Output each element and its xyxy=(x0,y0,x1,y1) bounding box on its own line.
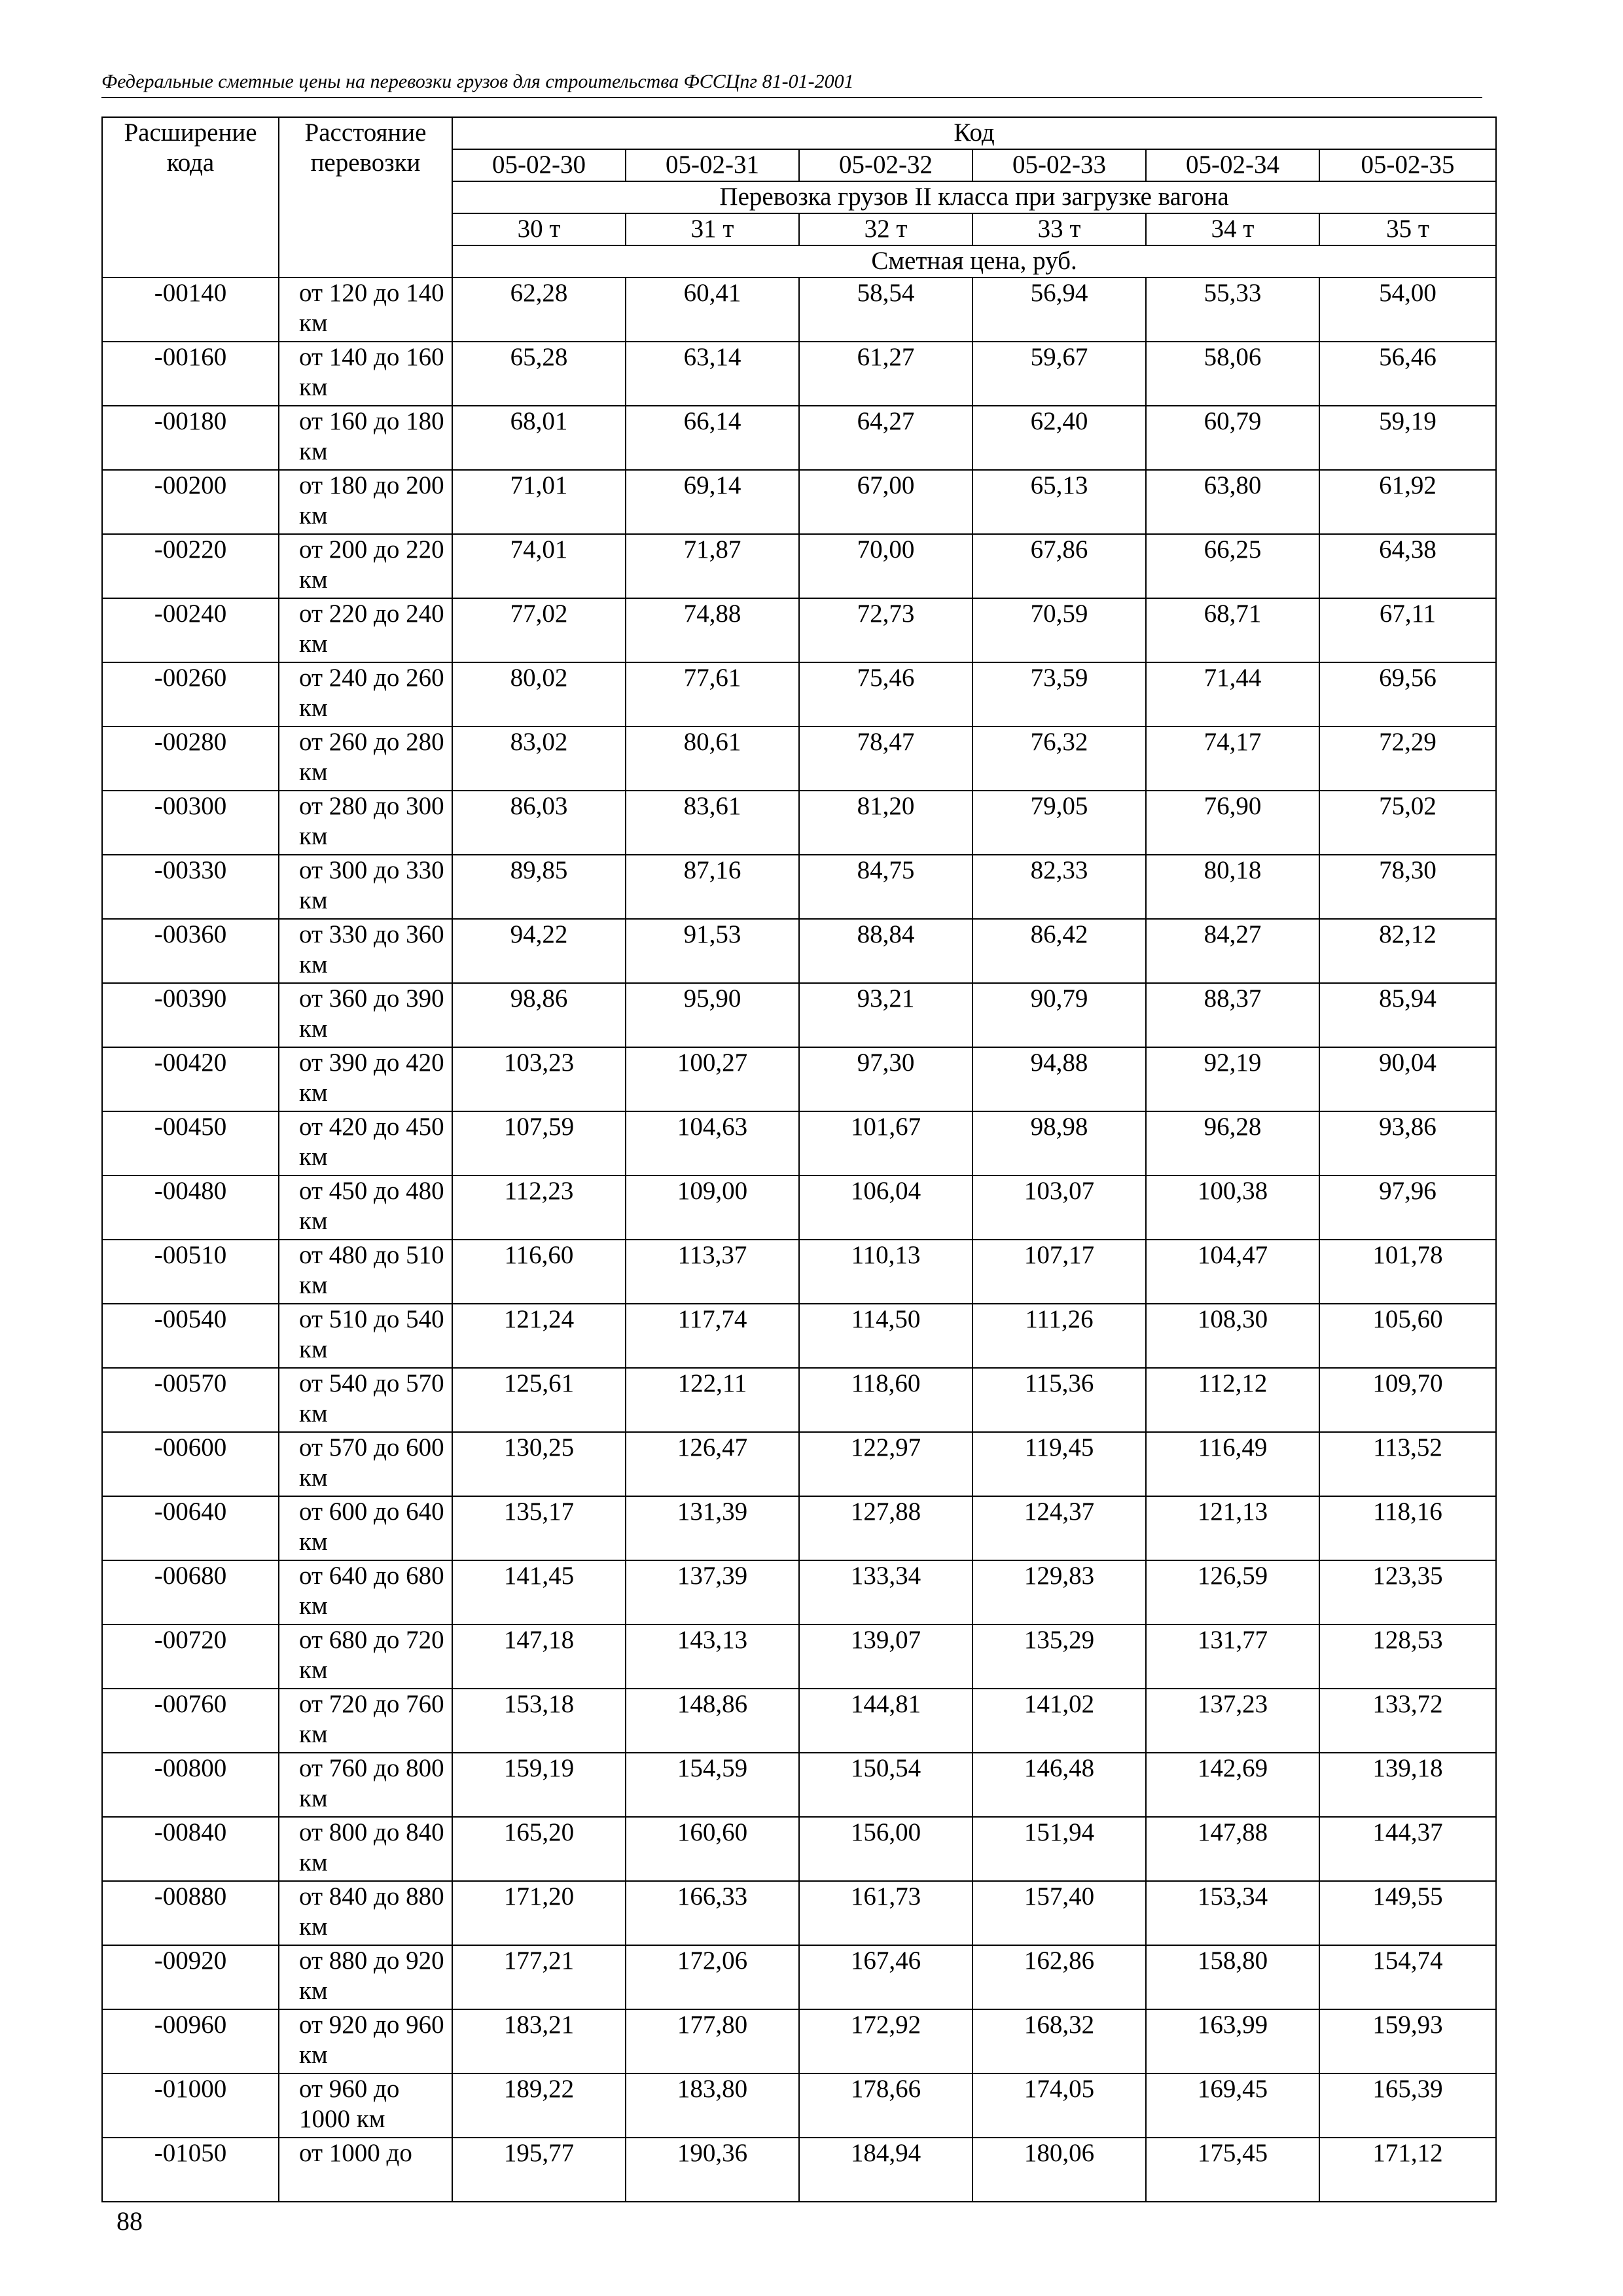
price-cell: 63,14 xyxy=(626,342,799,406)
table-row xyxy=(102,791,1496,855)
price-cell: 107,59 xyxy=(452,1111,626,1175)
price-cell: 116,60 xyxy=(452,1240,626,1304)
price-cell: 90,04 xyxy=(1319,1047,1496,1111)
code-extension-cell: -00640 xyxy=(102,1496,279,1560)
price-cell: 137,39 xyxy=(626,1560,799,1624)
price-cell: 156,00 xyxy=(799,1817,972,1881)
price-cell: 139,07 xyxy=(799,1624,972,1689)
page-number: 88 xyxy=(116,2206,143,2236)
rates-table xyxy=(101,117,1497,2202)
distance-cell: от 300 до 330 км xyxy=(279,855,452,919)
distance-cell: от 760 до 800 км xyxy=(279,1753,452,1817)
distance-cell: от 600 до 640 км xyxy=(279,1496,452,1560)
code-extension-cell: -00450 xyxy=(102,1111,279,1175)
price-cell: 72,73 xyxy=(799,598,972,662)
price-cell: 55,33 xyxy=(1146,278,1319,342)
price-cell: 75,02 xyxy=(1319,791,1496,855)
price-cell: 154,59 xyxy=(626,1753,799,1817)
code-extension-cell: -00960 xyxy=(102,2009,279,2073)
price-cell: 113,52 xyxy=(1319,1432,1496,1496)
price-cell: 139,18 xyxy=(1319,1753,1496,1817)
price-cell: 166,33 xyxy=(626,1881,799,1945)
code-cell: 05-02-32 xyxy=(799,149,972,181)
distance-cell: от 960 до 1000 км xyxy=(279,2073,452,2138)
price-cell: 56,94 xyxy=(972,278,1146,342)
price-cell: 70,59 xyxy=(972,598,1146,662)
price-cell: 104,63 xyxy=(626,1111,799,1175)
price-cell: 62,28 xyxy=(452,278,626,342)
code-extension-cell: -00510 xyxy=(102,1240,279,1304)
price-cell: 77,02 xyxy=(452,598,626,662)
price-cell: 115,36 xyxy=(972,1368,1146,1432)
code-extension-cell: -00680 xyxy=(102,1560,279,1624)
price-cell: 116,49 xyxy=(1146,1432,1319,1496)
price-cell: 169,45 xyxy=(1146,2073,1319,2138)
price-cell: 75,46 xyxy=(799,662,972,726)
table-row xyxy=(102,1624,1496,1689)
table-row xyxy=(102,1560,1496,1624)
table-row xyxy=(102,1881,1496,1945)
price-cell: 67,11 xyxy=(1319,598,1496,662)
price-cell: 117,74 xyxy=(626,1304,799,1368)
price-cell: 137,23 xyxy=(1146,1689,1319,1753)
table-row xyxy=(102,1432,1496,1496)
price-cell: 183,21 xyxy=(452,2009,626,2073)
price-cell: 160,60 xyxy=(626,1817,799,1881)
distance-cell: от 140 до 160 км xyxy=(279,342,452,406)
price-cell: 141,02 xyxy=(972,1689,1146,1753)
code-extension-cell: -00800 xyxy=(102,1753,279,1817)
price-cell: 165,39 xyxy=(1319,2073,1496,2138)
code-extension-cell: -01050 xyxy=(102,2138,279,2202)
distance-cell: от 540 до 570 км xyxy=(279,1368,452,1432)
price-cell: 74,01 xyxy=(452,534,626,598)
code-extension-cell: -00570 xyxy=(102,1368,279,1432)
price-cell: 143,13 xyxy=(626,1624,799,1689)
code-extension-cell: -00300 xyxy=(102,791,279,855)
code-extension-cell: -00200 xyxy=(102,470,279,534)
table-row xyxy=(102,1817,1496,1881)
price-cell: 165,20 xyxy=(452,1817,626,1881)
table-row xyxy=(102,983,1496,1047)
price-cell: 60,79 xyxy=(1146,406,1319,470)
price-cell: 177,21 xyxy=(452,1945,626,2009)
price-cell: 95,90 xyxy=(626,983,799,1047)
price-cell: 154,74 xyxy=(1319,1945,1496,2009)
price-cell: 144,37 xyxy=(1319,1817,1496,1881)
price-cell: 76,32 xyxy=(972,726,1146,791)
price-cell: 67,00 xyxy=(799,470,972,534)
price-cell: 103,07 xyxy=(972,1175,1146,1240)
code-extension-cell: -00720 xyxy=(102,1624,279,1689)
price-cell: 94,88 xyxy=(972,1047,1146,1111)
price-cell: 71,87 xyxy=(626,534,799,598)
table-row xyxy=(102,1945,1496,2009)
price-cell: 163,99 xyxy=(1146,2009,1319,2073)
price-cell: 92,19 xyxy=(1146,1047,1319,1111)
price-cell: 73,59 xyxy=(972,662,1146,726)
code-extension-cell: -00540 xyxy=(102,1304,279,1368)
price-cell: 112,23 xyxy=(452,1175,626,1240)
price-cell: 78,30 xyxy=(1319,855,1496,919)
price-cell: 105,60 xyxy=(1319,1304,1496,1368)
price-cell: 151,94 xyxy=(972,1817,1146,1881)
price-cell: 97,30 xyxy=(799,1047,972,1111)
code-cell: 05-02-33 xyxy=(972,149,1146,181)
distance-cell: от 360 до 390 км xyxy=(279,983,452,1047)
price-cell: 108,30 xyxy=(1146,1304,1319,1368)
price-cell: 111,26 xyxy=(972,1304,1146,1368)
price-cell: 144,81 xyxy=(799,1689,972,1753)
price-cell: 69,14 xyxy=(626,470,799,534)
table-row xyxy=(102,1047,1496,1111)
code-extension-cell: -00920 xyxy=(102,1945,279,2009)
distance-cell: от 180 до 200 км xyxy=(279,470,452,534)
table-row xyxy=(102,406,1496,470)
table-row xyxy=(102,534,1496,598)
code-extension-cell: -00220 xyxy=(102,534,279,598)
distance-cell: от 450 до 480 км xyxy=(279,1175,452,1240)
price-cell: 172,92 xyxy=(799,2009,972,2073)
price-cell: 131,77 xyxy=(1146,1624,1319,1689)
distance-cell: от 570 до 600 км xyxy=(279,1432,452,1496)
price-cell: 133,72 xyxy=(1319,1689,1496,1753)
load-cell: 32 т xyxy=(799,213,972,245)
distance-cell: от 280 до 300 км xyxy=(279,791,452,855)
price-cell: 96,28 xyxy=(1146,1111,1319,1175)
distance-cell: от 920 до 960 км xyxy=(279,2009,452,2073)
price-cell: 70,00 xyxy=(799,534,972,598)
price-cell: 86,03 xyxy=(452,791,626,855)
price-cell: 107,17 xyxy=(972,1240,1146,1304)
price-cell: 157,40 xyxy=(972,1881,1146,1945)
price-cell: 61,92 xyxy=(1319,470,1496,534)
price-cell: 94,22 xyxy=(452,919,626,983)
code-cell: 05-02-31 xyxy=(626,149,799,181)
price-cell: 131,39 xyxy=(626,1496,799,1560)
price-cell: 161,73 xyxy=(799,1881,972,1945)
distance-cell: от 160 до 180 км xyxy=(279,406,452,470)
price-cell: 58,06 xyxy=(1146,342,1319,406)
table-row xyxy=(102,855,1496,919)
price-cell: 61,27 xyxy=(799,342,972,406)
price-cell: 171,12 xyxy=(1319,2138,1496,2202)
distance-cell: от 240 до 260 км xyxy=(279,662,452,726)
price-cell: 122,97 xyxy=(799,1432,972,1496)
price-cell: 124,37 xyxy=(972,1496,1146,1560)
distance-cell: от 640 до 680 км xyxy=(279,1560,452,1624)
price-cell: 174,05 xyxy=(972,2073,1146,2138)
table-row xyxy=(102,1111,1496,1175)
price-cell: 98,98 xyxy=(972,1111,1146,1175)
table-row xyxy=(102,470,1496,534)
price-cell: 89,85 xyxy=(452,855,626,919)
price-cell: 64,38 xyxy=(1319,534,1496,598)
price-cell: 149,55 xyxy=(1319,1881,1496,1945)
table-row xyxy=(102,726,1496,791)
code-extension-cell: -00390 xyxy=(102,983,279,1047)
table-row xyxy=(102,1753,1496,1817)
price-cell: 148,86 xyxy=(626,1689,799,1753)
code-extension-cell: -01000 xyxy=(102,2073,279,2138)
price-cell: 122,11 xyxy=(626,1368,799,1432)
distance-cell: от 1000 до xyxy=(279,2138,452,2202)
price-cell: 84,75 xyxy=(799,855,972,919)
table-row xyxy=(102,2073,1496,2138)
price-cell: 59,67 xyxy=(972,342,1146,406)
price-cell: 65,13 xyxy=(972,470,1146,534)
price-cell: 59,19 xyxy=(1319,406,1496,470)
price-cell: 65,28 xyxy=(452,342,626,406)
price-cell: 66,14 xyxy=(626,406,799,470)
price-cell: 175,45 xyxy=(1146,2138,1319,2202)
price-cell: 109,70 xyxy=(1319,1368,1496,1432)
price-cell: 80,02 xyxy=(452,662,626,726)
code-extension-cell: -00600 xyxy=(102,1432,279,1496)
table-row xyxy=(102,1175,1496,1240)
code-extension-cell: -00180 xyxy=(102,406,279,470)
distance-cell: от 200 до 220 км xyxy=(279,534,452,598)
distance-cell: от 420 до 450 км xyxy=(279,1111,452,1175)
price-cell: 69,56 xyxy=(1319,662,1496,726)
price-cell: 127,88 xyxy=(799,1496,972,1560)
price-cell: 162,86 xyxy=(972,1945,1146,2009)
table-body xyxy=(102,278,1496,2202)
price-cell: 167,46 xyxy=(799,1945,972,2009)
price-cell: 135,17 xyxy=(452,1496,626,1560)
price-cell: 178,66 xyxy=(799,2073,972,2138)
price-cell: 97,96 xyxy=(1319,1175,1496,1240)
price-cell: 153,18 xyxy=(452,1689,626,1753)
table-row xyxy=(102,2009,1496,2073)
price-cell: 147,18 xyxy=(452,1624,626,1689)
code-extension-cell: -00140 xyxy=(102,278,279,342)
price-cell: 82,33 xyxy=(972,855,1146,919)
price-cell: 101,67 xyxy=(799,1111,972,1175)
price-cell: 129,83 xyxy=(972,1560,1146,1624)
table-row xyxy=(102,2138,1496,2202)
table-row xyxy=(102,919,1496,983)
distance-cell: от 220 до 240 км xyxy=(279,598,452,662)
distance-cell: от 880 до 920 км xyxy=(279,1945,452,2009)
code-header: Код xyxy=(452,117,1496,149)
table-row xyxy=(102,1368,1496,1432)
load-cell: 33 т xyxy=(972,213,1146,245)
table-row xyxy=(102,662,1496,726)
distance-cell: от 260 до 280 км xyxy=(279,726,452,791)
price-cell: 172,06 xyxy=(626,1945,799,2009)
code-extension-cell: -00260 xyxy=(102,662,279,726)
price-cell: 133,34 xyxy=(799,1560,972,1624)
price-cell: 121,13 xyxy=(1146,1496,1319,1560)
distance-cell: от 840 до 880 км xyxy=(279,1881,452,1945)
price-cell: 93,86 xyxy=(1319,1111,1496,1175)
price-cell: 147,88 xyxy=(1146,1817,1319,1881)
price-cell: 62,40 xyxy=(972,406,1146,470)
distance-cell: от 480 до 510 км xyxy=(279,1240,452,1304)
price-cell: 83,61 xyxy=(626,791,799,855)
code-cell: 05-02-35 xyxy=(1319,149,1496,181)
price-cell: 121,24 xyxy=(452,1304,626,1368)
distance-cell: от 680 до 720 км xyxy=(279,1624,452,1689)
load-cell: 35 т xyxy=(1319,213,1496,245)
code-extension-cell: -00840 xyxy=(102,1817,279,1881)
price-cell: 90,79 xyxy=(972,983,1146,1047)
code-extension-cell: -00880 xyxy=(102,1881,279,1945)
code-extension-cell: -00480 xyxy=(102,1175,279,1240)
price-cell: 177,80 xyxy=(626,2009,799,2073)
page-header xyxy=(101,71,1482,98)
price-cell: 180,06 xyxy=(972,2138,1146,2202)
price-cell: 80,18 xyxy=(1146,855,1319,919)
price-cell: 67,86 xyxy=(972,534,1146,598)
price-cell: 118,16 xyxy=(1319,1496,1496,1560)
price-cell: 60,41 xyxy=(626,278,799,342)
code-cell: 05-02-34 xyxy=(1146,149,1319,181)
price-cell: 88,37 xyxy=(1146,983,1319,1047)
price-cell: 125,61 xyxy=(452,1368,626,1432)
price-cell: 81,20 xyxy=(799,791,972,855)
load-cell: 34 т xyxy=(1146,213,1319,245)
price-cell: 130,25 xyxy=(452,1432,626,1496)
price-cell: 126,47 xyxy=(626,1432,799,1496)
code-extension-cell: -00360 xyxy=(102,919,279,983)
price-cell: 126,59 xyxy=(1146,1560,1319,1624)
price-cell: 158,80 xyxy=(1146,1945,1319,2009)
price-cell: 76,90 xyxy=(1146,791,1319,855)
price-cell: 101,78 xyxy=(1319,1240,1496,1304)
price-cell: 110,13 xyxy=(799,1240,972,1304)
code-extension-cell: -00760 xyxy=(102,1689,279,1753)
table-row xyxy=(102,342,1496,406)
price-cell: 79,05 xyxy=(972,791,1146,855)
code-extension-cell: -00240 xyxy=(102,598,279,662)
distance-cell: от 120 до 140 км xyxy=(279,278,452,342)
price-cell: 189,22 xyxy=(452,2073,626,2138)
price-cell: 87,16 xyxy=(626,855,799,919)
price-cell: 63,80 xyxy=(1146,470,1319,534)
price-cell: 135,29 xyxy=(972,1624,1146,1689)
load-cell: 30 т xyxy=(452,213,626,245)
distance-cell: от 720 до 760 км xyxy=(279,1689,452,1753)
price-cell: 74,17 xyxy=(1146,726,1319,791)
price-cell: 78,47 xyxy=(799,726,972,791)
price-cell: 104,47 xyxy=(1146,1240,1319,1304)
price-cell: 74,88 xyxy=(626,598,799,662)
price-cell: 88,84 xyxy=(799,919,972,983)
price-cell: 184,94 xyxy=(799,2138,972,2202)
distance-cell: от 800 до 840 км xyxy=(279,1817,452,1881)
price-cell: 106,04 xyxy=(799,1175,972,1240)
distance-cell: от 330 до 360 км xyxy=(279,919,452,983)
price-cell: 86,42 xyxy=(972,919,1146,983)
price-cell: 93,21 xyxy=(799,983,972,1047)
price-cell: 54,00 xyxy=(1319,278,1496,342)
price-cell: 142,69 xyxy=(1146,1753,1319,1817)
price-cell: 64,27 xyxy=(799,406,972,470)
price-cell: 159,19 xyxy=(452,1753,626,1817)
load-cell: 31 т xyxy=(626,213,799,245)
price-cell: 109,00 xyxy=(626,1175,799,1240)
price-cell: 77,61 xyxy=(626,662,799,726)
price-label: Сметная цена, руб. xyxy=(452,245,1496,278)
price-cell: 118,60 xyxy=(799,1368,972,1432)
code-extension-cell: -00160 xyxy=(102,342,279,406)
price-cell: 98,86 xyxy=(452,983,626,1047)
price-cell: 113,37 xyxy=(626,1240,799,1304)
price-cell: 56,46 xyxy=(1319,342,1496,406)
price-cell: 82,12 xyxy=(1319,919,1496,983)
price-cell: 195,77 xyxy=(452,2138,626,2202)
price-cell: 190,36 xyxy=(626,2138,799,2202)
price-cell: 68,01 xyxy=(452,406,626,470)
price-cell: 100,38 xyxy=(1146,1175,1319,1240)
table-row xyxy=(102,1689,1496,1753)
price-cell: 141,45 xyxy=(452,1560,626,1624)
price-cell: 171,20 xyxy=(452,1881,626,1945)
price-cell: 159,93 xyxy=(1319,2009,1496,2073)
price-cell: 103,23 xyxy=(452,1047,626,1111)
price-cell: 183,80 xyxy=(626,2073,799,2138)
price-cell: 100,27 xyxy=(626,1047,799,1111)
header-title: Федеральные сметные цены на перевозки грузов для строительства ФССЦпг 81-01-2001 xyxy=(101,71,854,92)
code-extension-cell: -00280 xyxy=(102,726,279,791)
price-cell: 72,29 xyxy=(1319,726,1496,791)
table-row xyxy=(102,1240,1496,1304)
price-cell: 128,53 xyxy=(1319,1624,1496,1689)
price-cell: 146,48 xyxy=(972,1753,1146,1817)
price-cell: 66,25 xyxy=(1146,534,1319,598)
price-cell: 80,61 xyxy=(626,726,799,791)
code-cell: 05-02-30 xyxy=(452,149,626,181)
price-cell: 71,44 xyxy=(1146,662,1319,726)
price-cell: 58,54 xyxy=(799,278,972,342)
code-extension-cell: -00330 xyxy=(102,855,279,919)
table-row xyxy=(102,278,1496,342)
price-cell: 168,32 xyxy=(972,2009,1146,2073)
distance-cell: от 510 до 540 км xyxy=(279,1304,452,1368)
table-row xyxy=(102,1496,1496,1560)
price-cell: 84,27 xyxy=(1146,919,1319,983)
distance-cell: от 390 до 420 км xyxy=(279,1047,452,1111)
col-ext-header: Расширение кода xyxy=(102,117,279,278)
price-cell: 91,53 xyxy=(626,919,799,983)
col-dist-header: Расстояние перевозки xyxy=(279,117,452,278)
code-extension-cell: -00420 xyxy=(102,1047,279,1111)
price-cell: 71,01 xyxy=(452,470,626,534)
price-cell: 83,02 xyxy=(452,726,626,791)
price-cell: 68,71 xyxy=(1146,598,1319,662)
price-cell: 150,54 xyxy=(799,1753,972,1817)
table-row xyxy=(102,598,1496,662)
price-cell: 114,50 xyxy=(799,1304,972,1368)
price-cell: 123,35 xyxy=(1319,1560,1496,1624)
price-cell: 153,34 xyxy=(1146,1881,1319,1945)
price-cell: 112,12 xyxy=(1146,1368,1319,1432)
table-row xyxy=(102,1304,1496,1368)
price-cell: 85,94 xyxy=(1319,983,1496,1047)
cargo-subtitle: Перевозка грузов II класса при загрузке вагона xyxy=(452,181,1496,213)
price-cell: 119,45 xyxy=(972,1432,1146,1496)
